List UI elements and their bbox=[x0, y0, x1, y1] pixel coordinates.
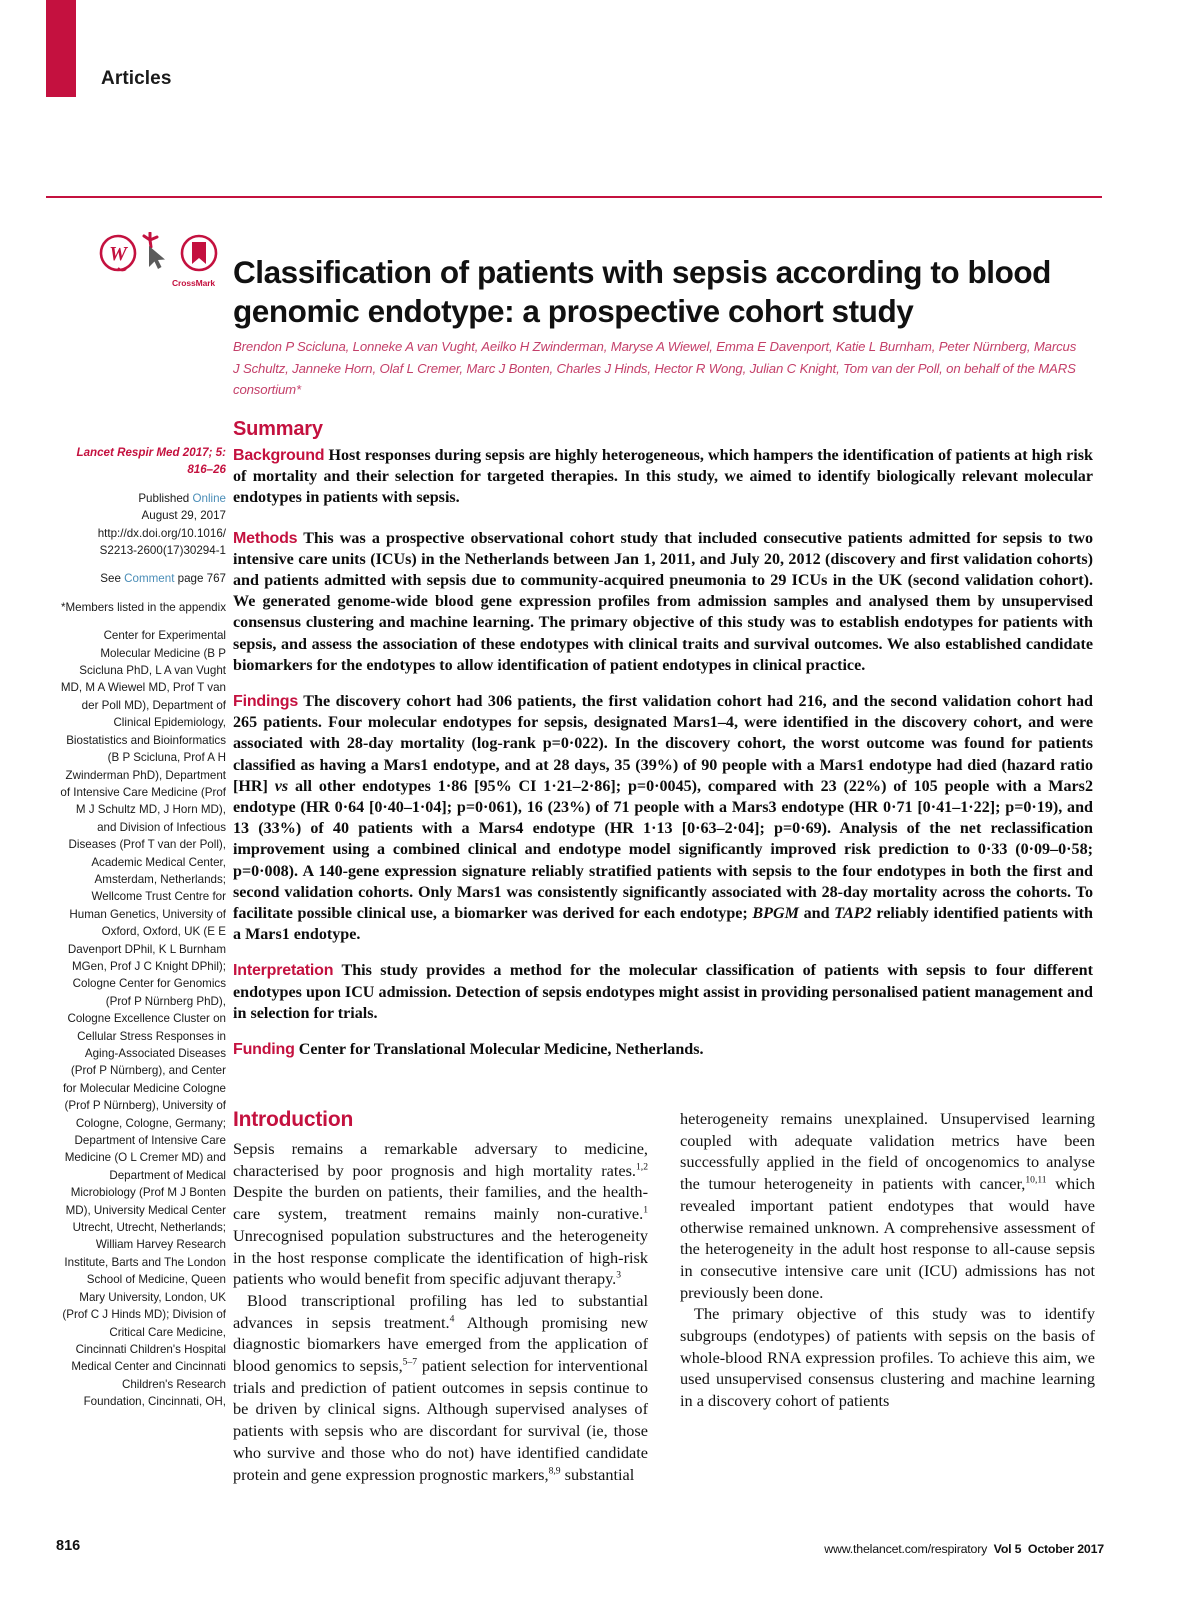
page-number: 816 bbox=[56, 1538, 81, 1554]
footer-journal-info bbox=[824, 1542, 1104, 1556]
intro-p2-a: Blood transcriptional profiling has led to substantial advances in sepsis treatment. bbox=[233, 1290, 648, 1332]
ref-10-11[interactable]: 10,11 bbox=[1025, 1174, 1047, 1186]
ref-8-9[interactable]: 8,9 bbox=[548, 1465, 561, 1477]
svg-text:W: W bbox=[109, 243, 127, 265]
footer-date: October 2017 bbox=[1027, 1542, 1104, 1556]
footer-website[interactable]: www.thelancet.com/respiratory bbox=[824, 1542, 988, 1556]
journal-citation: Lancet Respir Med 2017; 5: 816–26 bbox=[76, 446, 226, 477]
intro-p1-a: Sepsis remains a remarkable adversary to medicine, characterised by poor prognosis and high mortality rates. bbox=[233, 1139, 648, 1180]
intro-p2-d: substantial bbox=[560, 1464, 635, 1484]
page-edge-accent-bar bbox=[46, 0, 76, 97]
body-columns bbox=[233, 1108, 1095, 1498]
intro-p1-c: Unrecognised population substructures and the heterogeneity in the host response complicate the identification of high-risk patients who would benefit from specific adjuvant therapy. bbox=[233, 1225, 648, 1289]
author-list: Brendon P Scicluna, Lonneke A van Vught, Aeilko H Zwinderman, Maryse A Wiewel, Emma E Davenport, Katie L Burnham, Peter Nürnberg, Marcus J Schultz, Janneke Horn, Olaf L Cremer, Marc J Bonten, Charles J Hinds, Hector R Wong, Julian C Knight, Tom van der Poll, on behalf of the MARS consortium* bbox=[233, 339, 1077, 398]
findings-text-2: all other endotypes 1·86 [95% CI 1·21–2·86]; p=0·0045), compared with 23 (22%) of 105 people with a Mars2 endotype (HR 0·64 [0·40–1·04]; p=0·061), 16 (23%) of 71 people with a Mars3 endotype (HR 0·71 [0·41–1·22]; p=0·19), and 13 (33%) of 40 patients with a Mars4 endotype (HR 1·13 [0·63–2·04]; p=0·69). Analysis of the net reclassification improvement using a combined clinical and endotype model significantly improved risk prediction to 0·33 (0·09–0·58; p=0·008). A 140-gene expression signature reliably stratified patients with sepsis to the four endotypes in both the first and second validation cohorts. Only Mars1 was consistently significantly associated with 28-day mortality across the cohorts. To facilitate possible clinical use, a biomarker was derived for each endotype; bbox=[233, 777, 1093, 923]
affiliations-text: Center for Experimental Molecular Medicine (B P Scicluna PhD, L A van Vught MD, M A Wiewel MD, Prof T van der Poll MD), Department of Clinical Epidemiology, Biostatistics and Bioinformatics (B P Scicluna, Prof A H Zwinderman PhD), Department of Intensive Care Medicine (Prof M J Schultz MD, J Horn MD), and Division of Infectious Diseases (Prof T van der Poll), Academic Medical Center, Amsterdam, Netherlands; Wellcome Trust Centre for Human Genetics, University of Oxford, Oxford, UK (E E Davenport DPhil, K L Burnham MGen, Prof J C Knight DPhil); Cologne Center for Genomics (Prof P Nürnberg PhD), Cologne Excellence Cluster on Cellular Stress Responses in Aging-Associated Diseases (Prof P Nürnberg), and Center for Molecular Medicine Cologne (Prof P Nürnberg), University of Cologne, Cologne, Germany; Department of Intensive Care Medicine (O L Cremer MD) and Department of Medical Microbiology (Prof M J Bonten MD), University Medical Center Utrecht, Utrecht, Netherlands; William Harvey Research Institute, Barts and The London School of Medicine, Queen Mary University, London, UK (Prof C J Hinds MD); Division of Critical Care Medicine, Cincinnati Children's Hospital Medical Center and Cincinnati Children's Research Foundation, Cincinnati, OH, bbox=[60, 629, 226, 1409]
running-head: Articles bbox=[101, 68, 172, 89]
see-suffix: page 767 bbox=[174, 572, 226, 586]
funding-label: Funding bbox=[233, 1041, 295, 1059]
gene-bpgm: BPGM bbox=[752, 905, 799, 923]
summary-findings bbox=[233, 691, 1093, 945]
gene-tap2: TAP2 bbox=[834, 905, 872, 923]
intro-p2-e: which revealed important patient endotypes that would have otherwise remained unknown. A comprehensive assessment of the heterogeneity in the adult host response to all-cause sepsis in consecutive intensive care unit (ICU) admissions has not previously been done. bbox=[680, 1174, 1095, 1302]
intro-paragraph-1 bbox=[233, 1138, 648, 1290]
logo-block bbox=[98, 232, 228, 294]
cursor-arrow-icon bbox=[144, 233, 165, 269]
see-comment-note bbox=[60, 570, 226, 587]
ref-5-7[interactable]: 5–7 bbox=[402, 1356, 418, 1368]
header-rule bbox=[46, 196, 1102, 198]
ref-3[interactable]: 3 bbox=[616, 1269, 622, 1281]
publication-info bbox=[60, 490, 226, 560]
interpretation-text: This study provides a method for the molecular classification of patients with sepsis to four different endotypes upon ICU admission. Detection of sepsis endotypes might assist in providing personalised patient management and in selection for trials. bbox=[233, 962, 1093, 1022]
crossmark-label: CrossMark bbox=[172, 278, 216, 288]
ref-1[interactable]: 1 bbox=[643, 1204, 648, 1216]
intro-p2-b: Although promising new diagnostic biomarkers have emerged from the application of blood genomics to sepsis, bbox=[233, 1312, 648, 1376]
summary-methods bbox=[233, 528, 1093, 676]
summary-heading: Summary bbox=[233, 418, 323, 440]
see-prefix: See bbox=[100, 572, 125, 586]
intro-paragraph-3: The primary objective of this study was to identify subgroups (endotypes) of patients with sepsis on the basis of whole-blood RNA expression profiles. To achieve this aim, we used unsupervised consensus clustering and machine learning in a discovery cohort of patients bbox=[680, 1304, 1095, 1411]
logo-svg bbox=[98, 232, 228, 278]
margin-column bbox=[60, 444, 226, 1411]
crossmark-bookmark-icon bbox=[182, 236, 216, 270]
intro-p1-b: Despite the burden on patients, their families, and the health-care system, treatment remains mainly non-curative. bbox=[233, 1182, 648, 1224]
methods-label: Methods bbox=[233, 529, 298, 547]
published-prefix: Published bbox=[138, 491, 193, 505]
ref-1-2[interactable]: 1,2 bbox=[636, 1161, 648, 1173]
summary-interpretation bbox=[233, 960, 1093, 1024]
intro-p2-c: patient selection for interventional trials and prediction of patient outcomes in sepsis continue to be driven by clinical signs. Although supervised analyses of patients with sepsis who are discordant for survival (ie, those who survive and those who do not) have identified candidate protein and gene expression prognostic markers, bbox=[233, 1356, 649, 1484]
online-link[interactable]: Online bbox=[192, 491, 226, 505]
page-title: Classification of patients with sepsis according to blood genomic endotype: a prospective cohort study bbox=[233, 254, 1051, 330]
background-label: Background bbox=[233, 447, 325, 464]
intro-paragraph-continued: heterogeneity remains unexplained. Unsupervised learning coupled with adequate validation metrics have been successfully applied in the field of oncogenomics to analyse the tumour heterogeneity in patients with cancer,$^{10,11}$ which revealed important patient endotypes that would have otherwise remained unknown. A comprehensive assessment of the heterogeneity in the adult host response to all-cause sepsis in consecutive intensive care unit (ICU) admissions has not previously been done. bbox=[680, 1109, 1095, 1302]
summary-funding bbox=[233, 1039, 1093, 1060]
interpretation-label: Interpretation bbox=[233, 962, 334, 980]
doi-link[interactable]: http://dx.doi.org/10.1016/ S2213-2600(17)30294-1 bbox=[97, 526, 226, 558]
ref-4[interactable]: 4 bbox=[449, 1313, 455, 1325]
funding-text: Center for Translational Molecular Medicine, Netherlands. bbox=[294, 1041, 704, 1059]
background-text: Host responses during sepsis are highly heterogeneous, which hampers the identification of patients at high risk of mortality and their selection for targeted therapies. In this study, we aimed to identify biologically relevant molecular endotypes in patients with sepsis. bbox=[233, 447, 1093, 507]
findings-text-3: and bbox=[798, 905, 835, 923]
members-footnote: *Members listed in the appendix bbox=[61, 600, 226, 614]
methods-text: This was a prospective observational cohort study that included consecutive patients admitted for sepsis to two intensive care units (ICUs) in the Netherlands between Jan 1, 2011, and July 20, 2012 (discovery and first validation cohorts) and patients admitted with sepsis due to community-acquired pneumonia to 29 ICUs in the UK (second validation cohort). We generated genome-wide blood gene expression profiles from admission samples and analysed them by unsupervised consensus clustering and machine learning. The primary objective of this study was to establish endotypes for patients with sepsis, and assess the association of these endotypes with clinical traits and survival outcomes. We also established candidate biomarkers for the endotypes to allow identification of patient endotypes in clinical practice. bbox=[233, 529, 1093, 674]
findings-label: Findings bbox=[233, 693, 299, 711]
footer-volume: Vol 5 bbox=[993, 1542, 1022, 1556]
summary-background bbox=[233, 445, 1093, 509]
findings-text-1: The discovery cohort had 306 patients, the first validation cohort had 216, and the second validation cohort had 265 patients. Four molecular endotypes for sepsis, designated Mars1–4, were identified in the discovery cohort, and were associated with 28-day mortality (log-rank p=0·022). In the discovery cohort, the worst outcome was found for patients classified as having a Mars1 endotype, and at 28 days, 35 (39%) of 90 people with a Mars1 endotype had died (hazard ratio [HR] bbox=[233, 693, 1093, 795]
comment-link[interactable]: Comment bbox=[124, 572, 175, 586]
introduction-heading: Introduction bbox=[233, 1108, 354, 1131]
column-right bbox=[680, 1108, 1095, 1412]
wellcome-open-access-icon bbox=[101, 236, 135, 270]
published-date: August 29, 2017 bbox=[141, 509, 226, 523]
findings-vs: vs bbox=[274, 777, 289, 795]
summary-section bbox=[233, 418, 1093, 1075]
intro-paragraph-2 bbox=[233, 1290, 648, 1485]
column-left bbox=[233, 1108, 648, 1485]
findings-text-4: reliably identified patients with a Mars1 endotype. bbox=[233, 905, 1093, 944]
